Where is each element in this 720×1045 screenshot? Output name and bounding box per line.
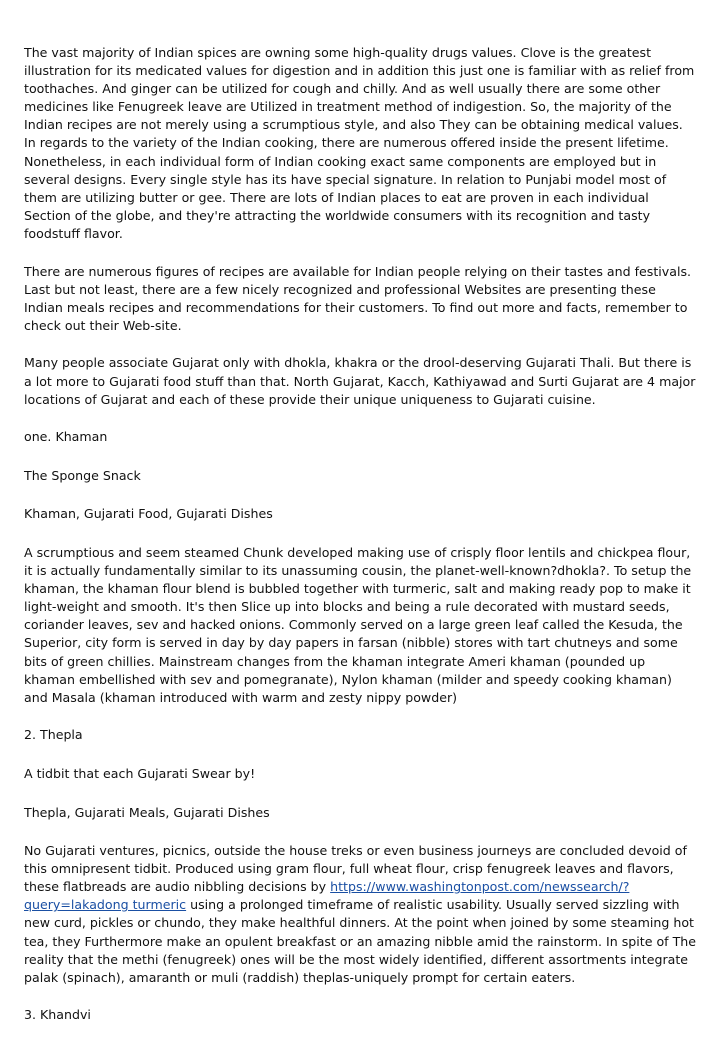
paragraph-thepla-text-before: No Gujarati ventures, picnics, outside the house treks or even business journeys are concluded devoid of this omnipresent tidbit. Produced using gram flour, full wheat flour, crisp fenugreek leaves and flavors, these flatbreads are audio nibbling decisions by (24, 843, 687, 895)
paragraph-thepla (24, 842, 696, 987)
paragraph-gujarat-intro: Many people associate Gujarat only with dhokla, khakra or the drool-deserving Gujarati Thali. But there is a lot more to Gujarati food stuff than that. North Gujarat, Kacch, Kathiyawad and Surti Gujarat are 4 major locations of Gujarat and each of these provide their unique uniqueness to Gujarati cuisine. (24, 355, 696, 407)
paragraph-recipes-websites: There are numerous figures of recipes are available for Indian people relying on their tastes and festivals. Last but not least, there are a few nicely recognized and professional Websites are presenting these Indian meals recipes and recommendations for their customers. To find out more and facts, remember to check out their Web-site. (24, 263, 692, 333)
paragraph-khaman: A scrumptious and seem steamed Chunk developed making use of crisply floor lentils and chickpea flour, it is actually fundamentally similar to its unassuming cousin, the planet-well-known?dhokla?. To setup the khaman, the khaman flour blend is bubbled together with turmeric, salt and making ready pop to make it light-weight and smooth. It's then Slice up into blocks and being a rule decorated with mustard seeds, coriander leaves, sev and hacked onions. Commonly served on a large green leaf called the Kesuda, the Superior, city form is served in day by day papers in farsan (nibble) stores with tart chutneys and some bits of green chillies. Mainstream changes from the khaman integrate Ameri khaman (pounded up khaman embellished with sev and pomegranate), Nylon khaman (milder and speedy cooking khaman) and Masala (khaman introduced with warm and zesty nippy powder) (24, 544, 692, 705)
subheading-sponge-snack: The Sponge Snack (24, 467, 141, 483)
heading-khaman: one. Khaman (24, 429, 108, 445)
heading-thepla: 2. Thepla (24, 727, 83, 743)
washingtonpost-link[interactable]: https://www.washingtonpost.com/newssearch/?query=lakadong turmeric (24, 879, 630, 913)
subheading-thepla-tidbit: A tidbit that each Gujarati Swear by! (24, 765, 256, 781)
heading-khandvi: 3. Khandvi (24, 1007, 91, 1023)
tags-khaman: Khaman, Gujarati Food, Gujarati Dishes (24, 506, 273, 522)
paragraph-indian-spices: The vast majority of Indian spices are owning some high-quality drugs values. Clove is the greatest illustration for its medicated values for digestion and in addition this just one is familiar with as relief from toothaches. And ginger can be utilized for cough and chilly. And as well usually there are some other medicines like Fenugreek leave are Utilized in treatment method of indigestion. So, the majority of the Indian recipes are not merely using a scrumptious style, and also They can be obtaining medical values. In regards to the variety of the Indian cooking, there are numerous offered inside the present lifetime. Nonetheless, in each individual form of Indian cooking exact same components are employed but in several designs. Every single style has its have special signature. In relation to Punjabi model most of them are utilizing butter or gee. There are lots of Indian places to eat are proven in each individual Section of the globe, and they're attracting the worldwide consumers with its recognition and tasty foodstuff flavor. (24, 45, 695, 241)
tags-thepla: Thepla, Gujarati Meals, Gujarati Dishes (24, 804, 270, 820)
article-body (24, 44, 696, 1045)
paragraph-thepla-text-after: using a prolonged timeframe of realistic usability. Usually served sizzling with new curd, pickles or chundo, they make healthful dinners. At the point when joined by some steaming hot tea, they Furthermore make an opulent breakfast or an amazing nibble amid the rainstorm. In spite of The reality that the methi (fenugreek) ones will be the most widely identified, different assortments integrate palak (spinach), amaranth or muli (raddish) theplas-uniquely prompt for certain eaters. (24, 897, 697, 985)
